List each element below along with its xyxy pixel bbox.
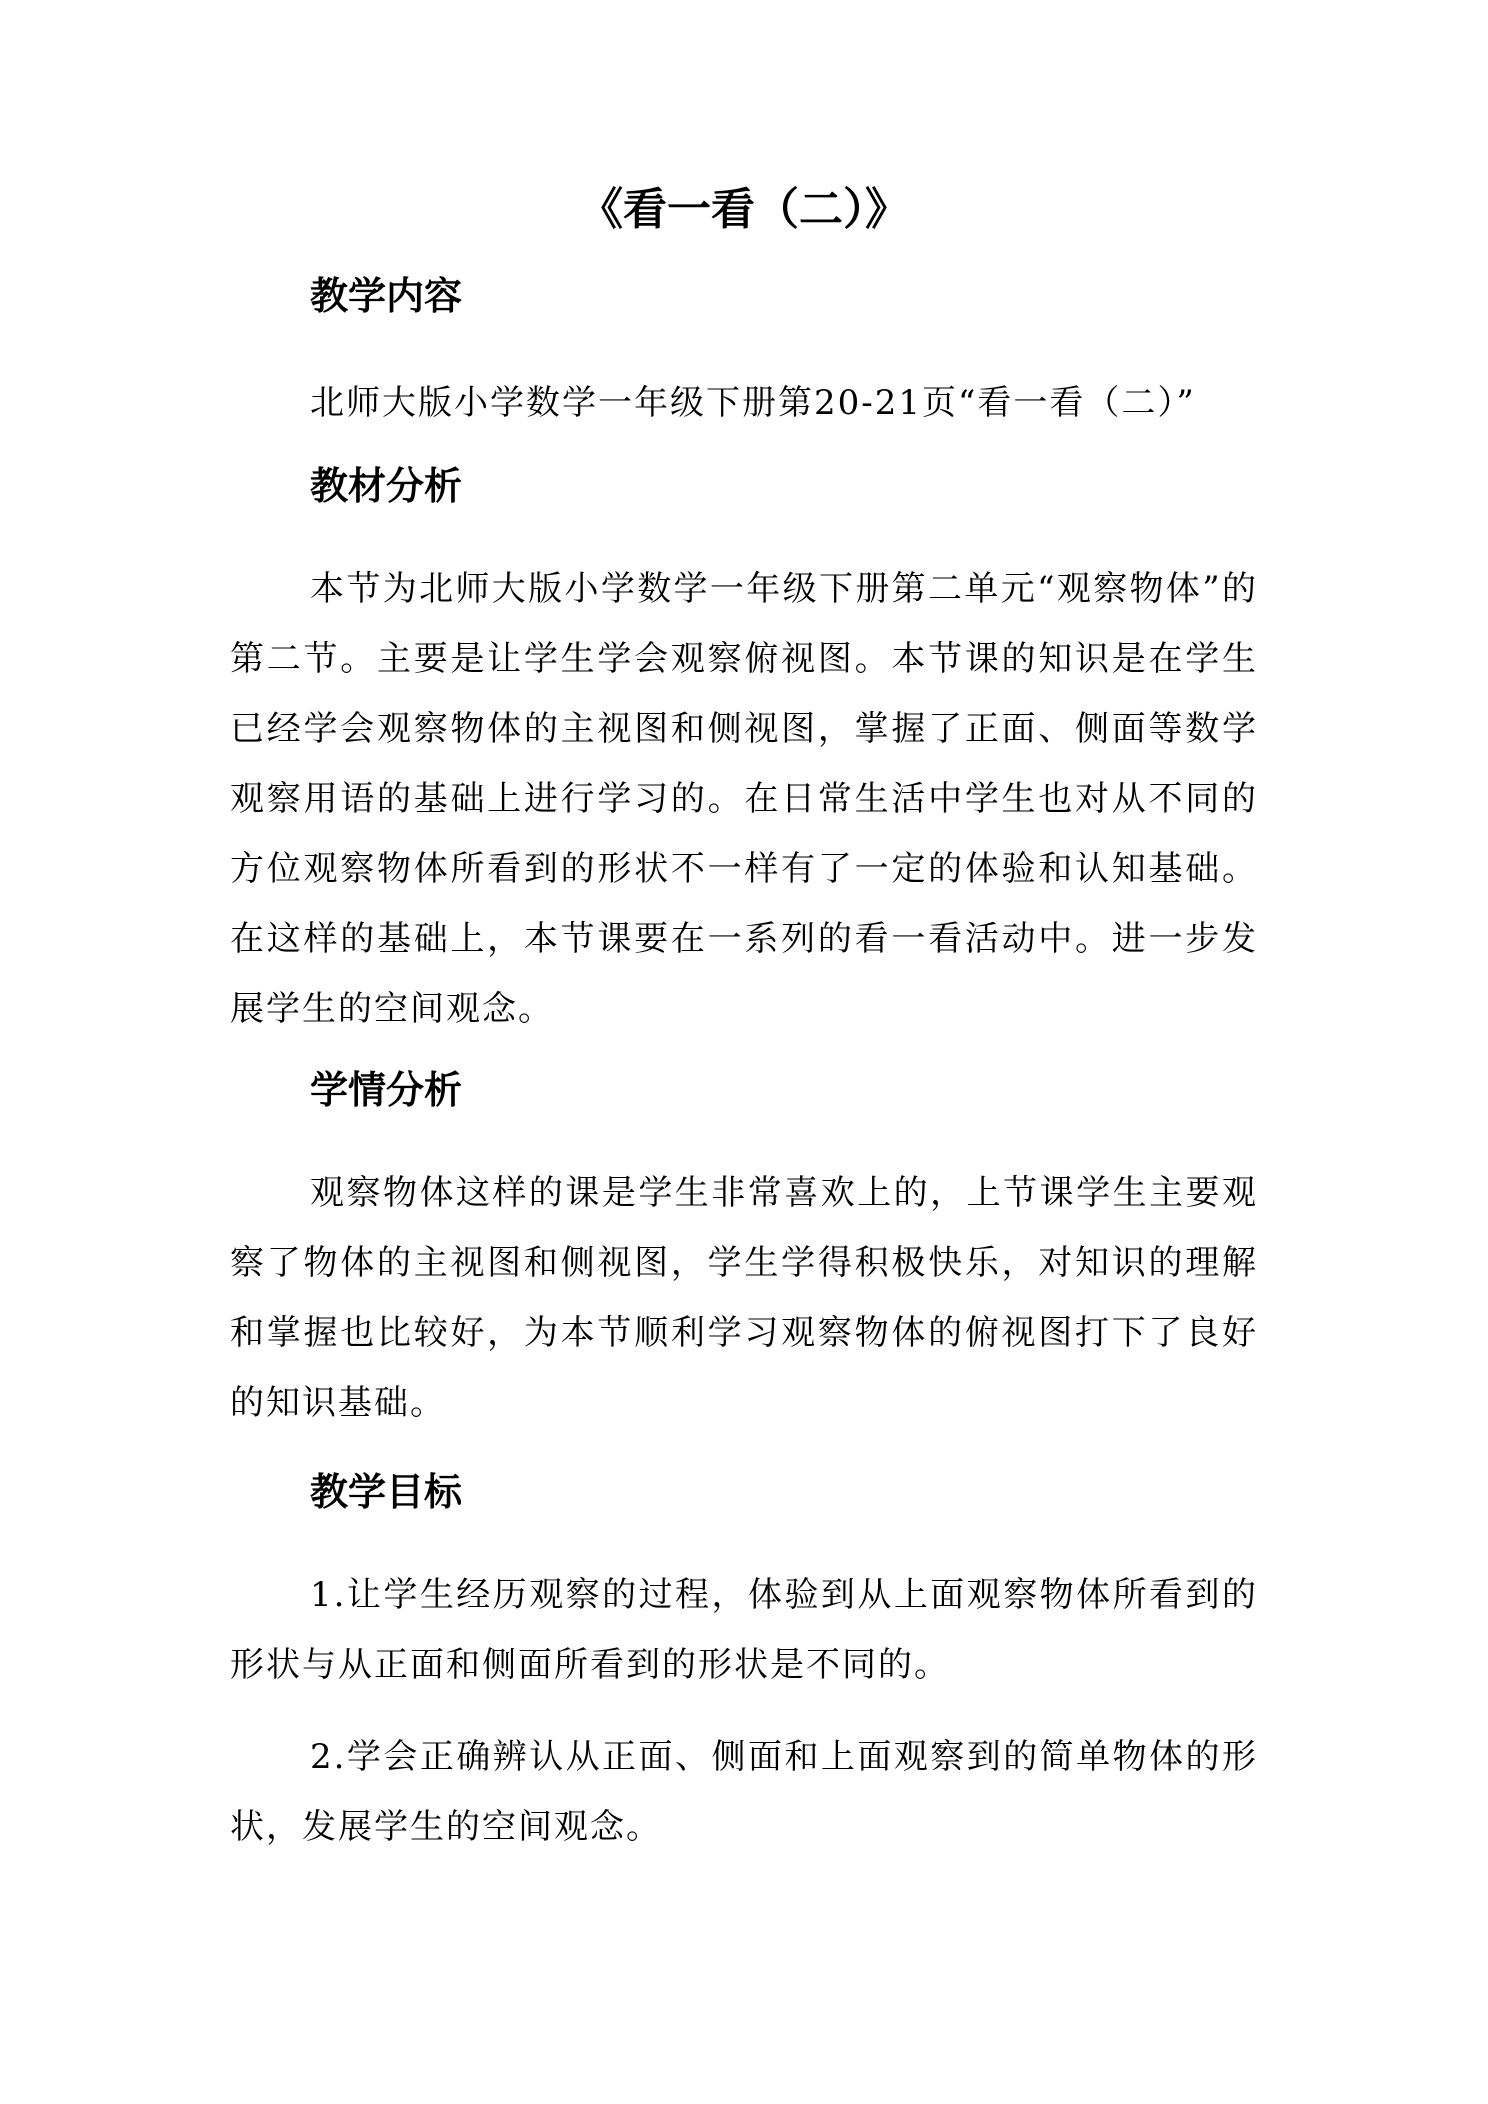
document-title: 《看一看（二）》	[579, 184, 909, 235]
paragraph-objective-1: 1.让学生经历观察的过程，体验到从上面观察物体所看到的形状与从正面和侧面所看到的形状是不同的。	[230, 1575, 1258, 1685]
section-heading-teaching-content: 教学内容	[310, 274, 463, 318]
section-heading-learner-analysis: 学情分析	[310, 1068, 463, 1112]
paragraph-objective-2: 2.学会正确辨认从正面、侧面和上面观察到的简单物体的形状，发展学生的空间观念。	[230, 1737, 1258, 1847]
section-heading-teaching-objectives: 教学目标	[310, 1470, 463, 1514]
paragraph-textbook-analysis: 本节为北师大版小学数学一年级下册第二单元“观察物体”的第二节。主要是让学生学会观察俯视图。本节课的知识是在学生已经学会观察物体的主视图和侧视图，掌握了正面、侧面等数学观察用语的基础上进行学习的。在日常生活中学生也对从不同的方位观察物体所看到的形状不一样有了一定的体验和认知基础。在这样的基础上，本节课要在一系列的看一看活动中。进一步发展学生的空间观念。	[230, 569, 1258, 1029]
section-heading-textbook-analysis: 教材分析	[310, 464, 463, 508]
paragraph-learner-analysis: 观察物体这样的课是学生非常喜欢上的，上节课学生主要观察了物体的主视图和侧视图，学生学得积极快乐，对知识的理解和掌握也比较好，为本节顺利学习观察物体的俯视图打下了良好的知识基础。	[230, 1173, 1258, 1423]
paragraph-teaching-content: 北师大版小学数学一年级下册第20-21页“看一看（二）”	[310, 383, 1196, 423]
